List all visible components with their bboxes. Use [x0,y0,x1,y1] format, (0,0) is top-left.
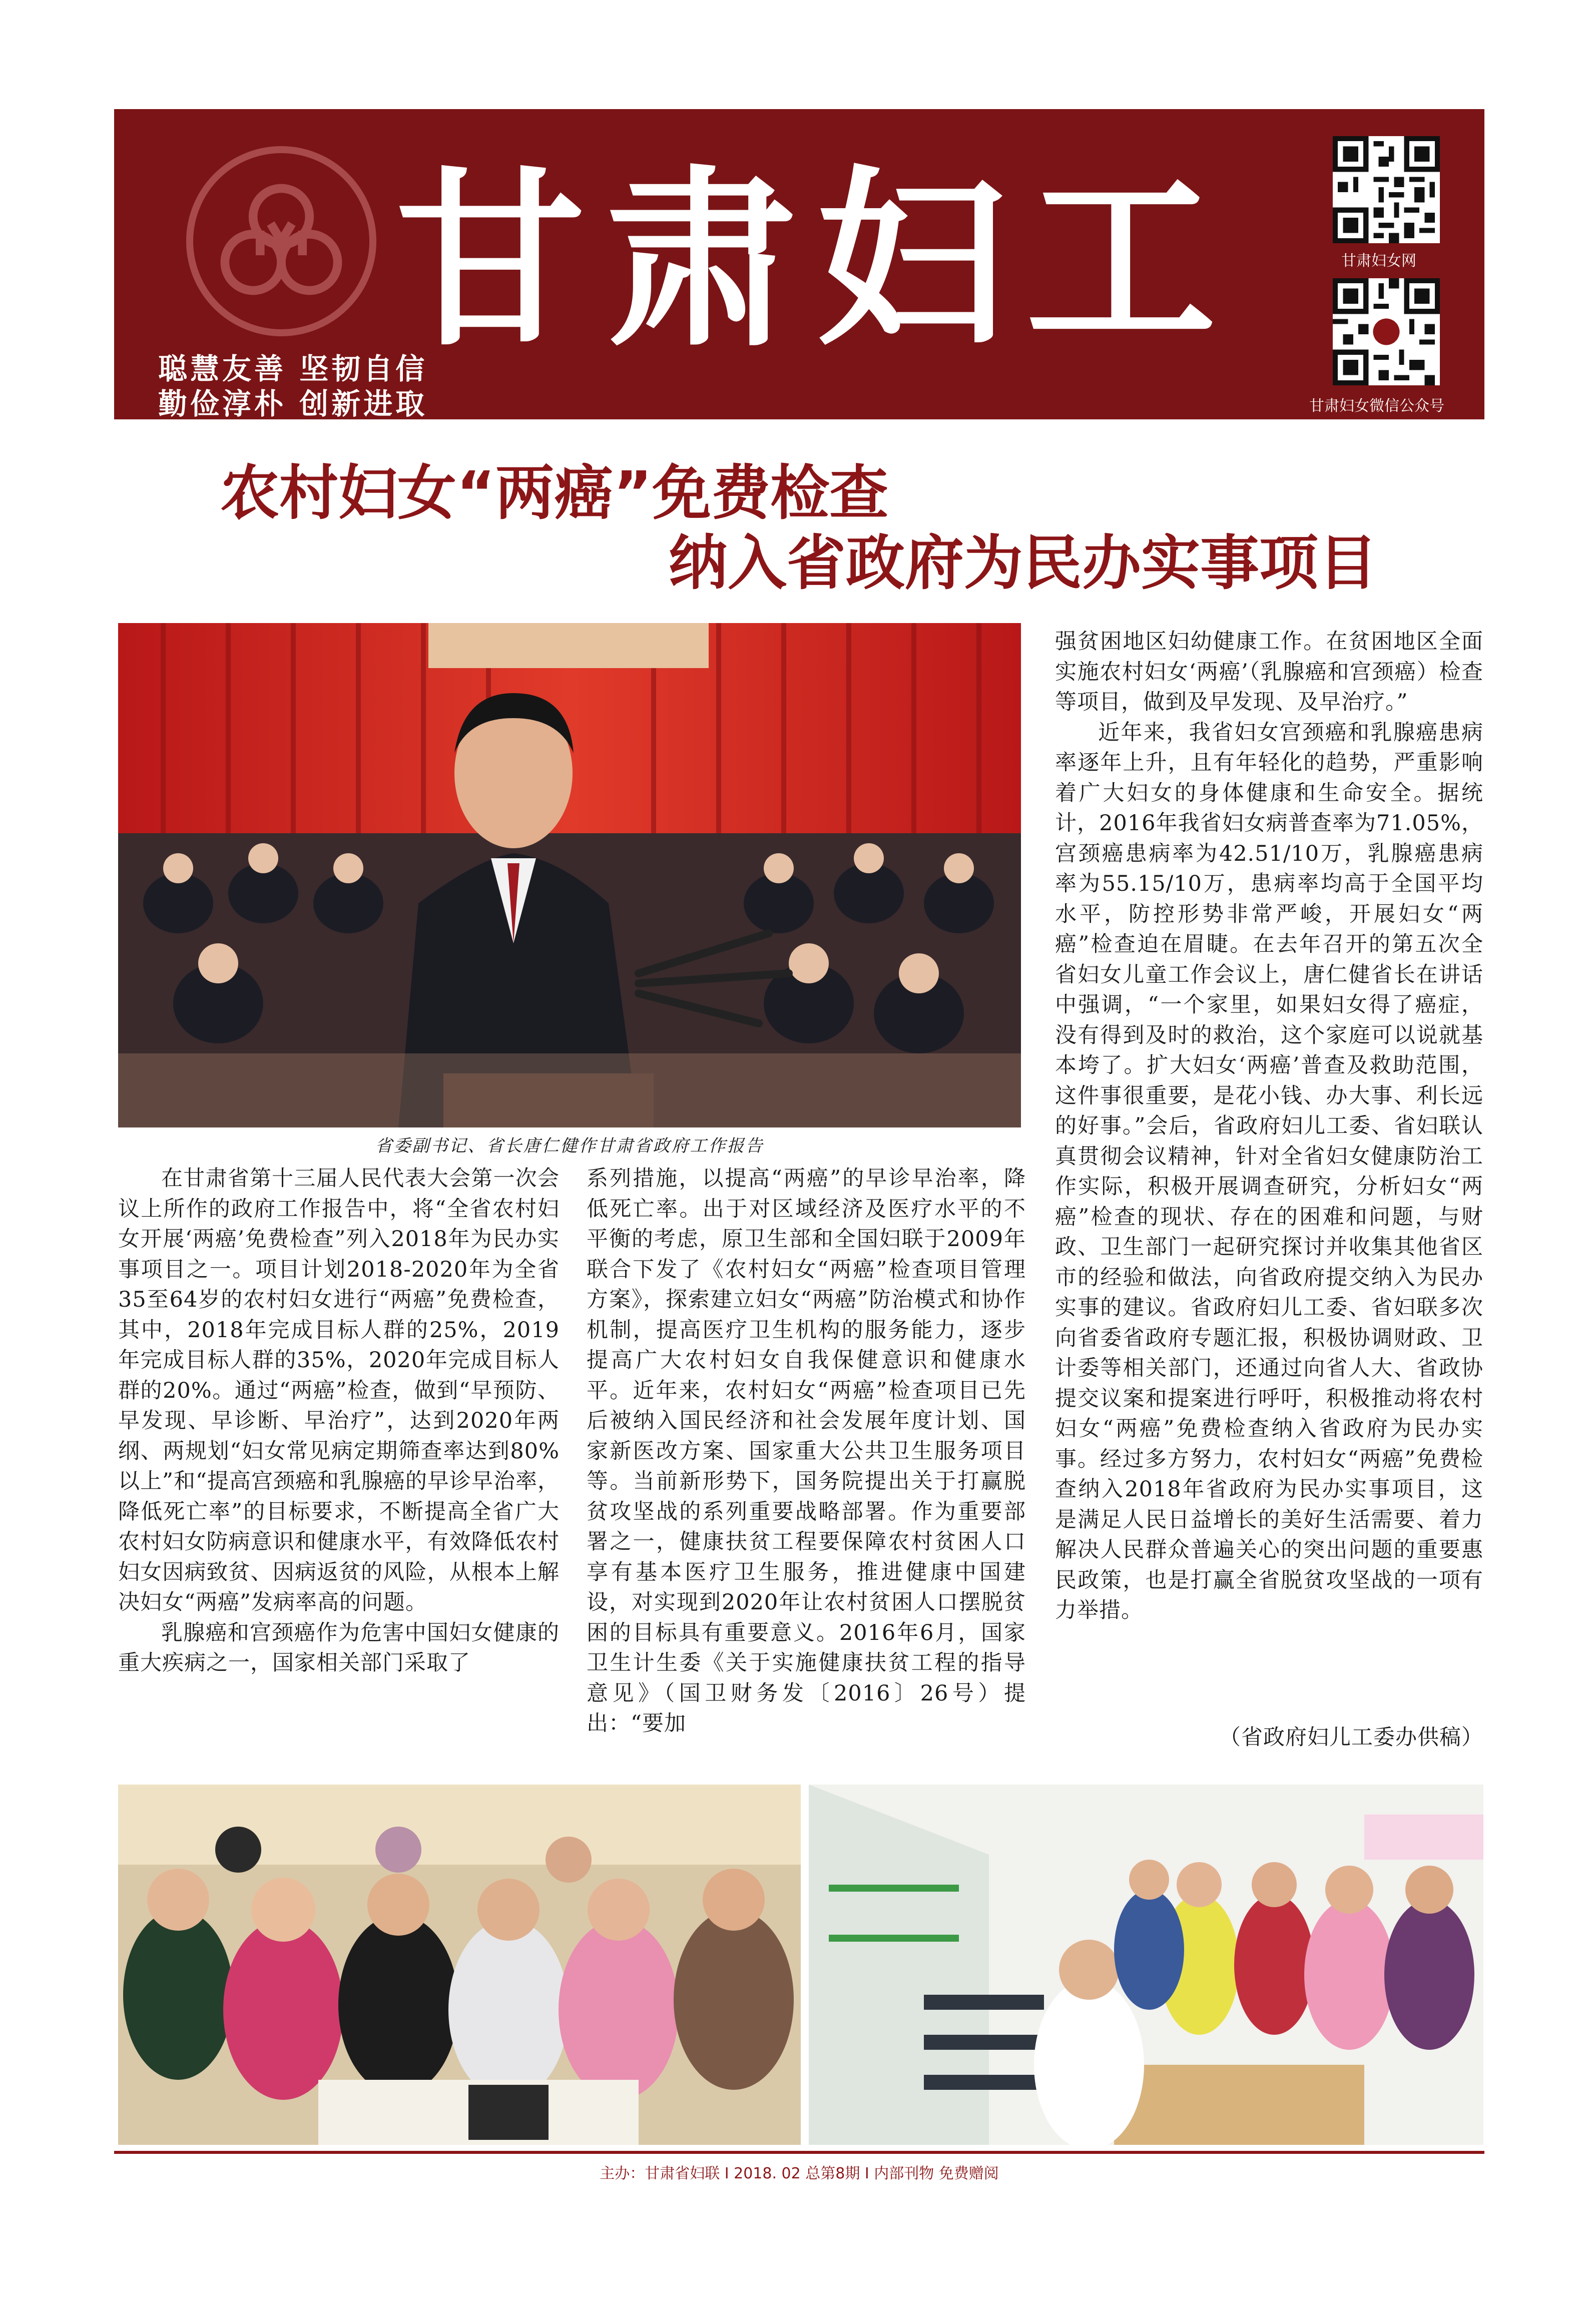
qr-code-wechat-label: 甘肃妇女微信公众号 [1309,397,1444,415]
qr-code-website[interactable] [1333,136,1440,243]
qr-code-wechat[interactable] [1333,278,1440,385]
photo-caption: 省委副书记、省长唐仁健作甘肃省政府工作报告 [375,1136,764,1156]
masthead-title: 甘肃妇工 [395,148,1236,372]
slogan-line-2: 勤俭淳朴 创新进取 [158,387,428,421]
headline-line-2: 纳入省政府为民办实事项目 [669,528,1378,598]
article-column-1 [118,1164,560,1678]
article-paragraph: 强贫困地区妇幼健康工作。在贫困地区全面实施农村妇女‘两癌’（乳腺癌和宫颈癌）检查等项目，做到及早发现、及早治疗。” [1055,629,1483,715]
womens-federation-logo [186,146,376,336]
article-column-2 [587,1164,1026,1739]
article-paragraph: 乳腺癌和宫颈癌作为危害中国妇女健康的重大疾病之一，国家相关部门采取了 [118,1620,560,1675]
article-paragraph: 在甘肃省第十三届人民代表大会第一次会议上所作的政府工作报告中，将“全省农村妇女开展‘两癌’免费检查”列入2018年为民办实事项目之一。项目计划2018-2020年为全省35至64岁的农村妇女进行“两癌”免费检查，其中，2018年完成目标人群的25%，2019年完成目标人群的35%，2020年完成目标人群的20%。通过“两癌”检查，做到“早预防、早发现、早诊断、早治疗”，达到2020年两纲、两规划“妇女常见病定期筛查率达到80%以上”和“提高宫颈癌和乳腺癌的早诊早治率，降低死亡率”的目标要求，不断提高全省广大农村妇女防病意识和健康水平，有效降低农村妇女因病致贫、因病返贫的风险，从根本上解决妇女“两癌”发病率高的问题。 [118,1166,560,1615]
photo-women-registration [118,1785,801,2145]
footer-publication-info: 主办：甘肃省妇联 I 2018. 02 总第8期 I 内部刊物 免费赠阅 [600,2165,999,2182]
slogan-line-1: 聪慧友善 坚韧自信 [158,352,428,386]
article-paragraph: 近年来，我省妇女宫颈癌和乳腺癌患病率逐年上升，且有年轻化的趋势，严重影响着广大妇女的身体健康和生命安全。据统计，2016年我省妇女病普查率为71.05%，宫颈癌患病率为42.51/10万，乳腺癌患病率为55.15/10万，患病率均高于全国平均水平，防控形势非常严峻，开展妇女“两癌”检查迫在眉睫。在去年召开的第五次全省妇女儿童工作会议上，唐仁健省长在讲话中强调，“一个家里，如果妇女得了癌症，没有得到及时的救治，这个家庭可以说就基本垮了。扩大妇女‘两癌’普查及救助范围，这件事很重要，是花小钱、办大事、利长远的好事。”会后，省政府妇儿工委、省妇联认真贯彻会议精神，针对全省妇女健康防治工作实际，积极开展调查研究，分析妇女“两癌”检查的现状、存在的困难和问题，与财政、卫生部门一起研究探讨并收集其他省区市的经验和做法，向省政府提交纳入为民办实事的建议。省政府妇儿工委、省妇联多次向省委省政府专题汇报，积极协调财政、卫计委等相关部门，还通过向省人大、省政协提交议案和提案进行呼吁，积极推动将农村妇女“两癌”免费检查纳入省政府为民办实事。经过多方努力，农村妇女“两癌”免费检查纳入2018年省政府为民办实事项目，这是满足人民日益增长的美好生活需要、着力解决人民群众普遍关心的突出问题的重要惠民政策，也是打赢全省脱贫攻坚战的一项有力举措。 [1055,720,1483,1623]
headline-line-1: 农村妇女“两癌”免费检查 [220,458,889,527]
qr-code-website-label: 甘肃妇女网 [1341,252,1416,270]
photo-clinic-checkup [809,1785,1483,2145]
article-paragraph: 系列措施，以提高“两癌”的早诊早治率，降低死亡率。出于对区域经济及医疗水平的不平衡的考虑，原卫生部和全国妇联于2009年联合下发了《农村妇女“两癌”检查项目管理方案》，探索建立妇女“两癌”防治模式和协作机制，提高医疗卫生机构的服务能力，逐步提高广大农村妇女自我保健意识和健康水平。近年来，农村妇女“两癌”检查项目已先后被纳入国民经济和社会发展年度计划、国家新医改方案、国家重大公共卫生服务项目等。当前新形势下，国务院提出关于打赢脱贫攻坚战的系列重要战略部署。作为重要部署之一，健康扶贫工程要保障农村贫困人口享有基本医疗卫生服务，推进健康中国建设，对实现到2020年让农村贫困人口摆脱贫困的目标具有重要意义。2016年6月，国家卫生计生委《关于实施健康扶贫工程的指导意见》（国卫财务发〔2016〕26号）提出：“要加 [587,1166,1026,1736]
footer-divider [114,2151,1484,2154]
article-column-3 [1055,627,1483,1626]
photo-governor-speech [118,623,1021,1127]
article-source: （省政府妇儿工委办供稿） [1219,1725,1483,1750]
